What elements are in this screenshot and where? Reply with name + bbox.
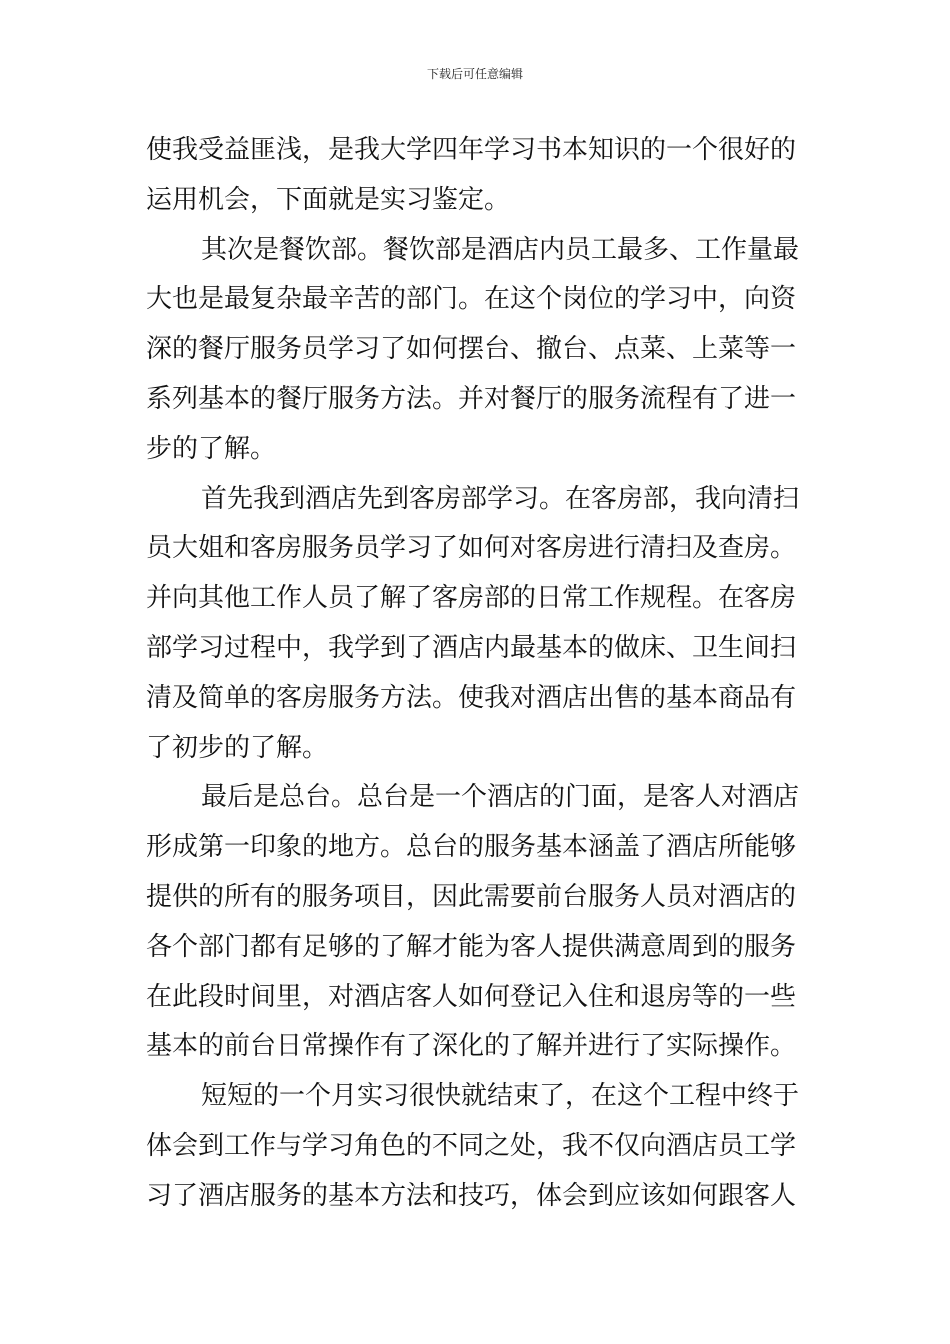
text-line: 部学习过程中，我学到了酒店内最基本的做床、卫生间扫 bbox=[146, 632, 797, 663]
text-line: 体会到工作与学习角色的不同之处，我不仅向酒店员工学 bbox=[146, 1130, 797, 1161]
text-line: 习了酒店服务的基本方法和技巧，体会到应该如何跟客人 bbox=[146, 1180, 797, 1211]
text-line: 使我受益匪浅，是我大学四年学习书本知识的一个很好的 bbox=[146, 135, 797, 165]
text-line: 基本的前台日常操作有了深化的了解并进行了实际操作。 bbox=[146, 1031, 797, 1062]
text-line: 形成第一印象的地方。总台的服务基本涵盖了酒店所能够 bbox=[146, 832, 797, 863]
paragraph-first-line: 最后是总台。总台是一个酒店的门面，是客人对酒店 bbox=[201, 782, 800, 813]
text-line: 提供的所有的服务项目，因此需要前台服务人员对酒店的 bbox=[146, 881, 797, 912]
text-line: 员大姐和客房服务员学习了如何对客房进行清扫及查房。 bbox=[146, 533, 797, 564]
paragraph-first-line: 短短的一个月实习很快就结束了，在这个工程中终于 bbox=[201, 1081, 800, 1112]
text-line: 各个部门都有足够的了解才能为客人提供满意周到的服务 bbox=[146, 931, 797, 962]
body-text bbox=[146, 126, 806, 1222]
page-header: 下载后可任意编辑 bbox=[426, 67, 523, 81]
text-line: 并向其他工作人员了解了客房部的日常工作规程。在客房 bbox=[146, 583, 797, 614]
text-line: 步的了解。 bbox=[146, 433, 277, 464]
text-line: 清及简单的客房服务方法。使我对酒店出售的基本商品有 bbox=[146, 682, 797, 713]
text-line: 在此段时间里，对酒店客人如何登记入住和退房等的一些 bbox=[146, 981, 797, 1012]
text-line: 系列基本的餐厅服务方法。并对餐厅的服务流程有了进一 bbox=[146, 383, 797, 414]
paragraph-first-line: 其次是餐饮部。餐饮部是酒店内员工最多、工作量最 bbox=[201, 234, 800, 265]
text-line: 深的餐厅服务员学习了如何摆台、撤台、点菜、上菜等一 bbox=[146, 334, 797, 365]
paragraph-first-line: 首先我到酒店先到客房部学习。在客房部，我向清扫 bbox=[201, 483, 800, 514]
text-line: 运用机会，下面就是实习鉴定。 bbox=[146, 184, 511, 215]
text-line: 大也是最复杂最辛苦的部门。在这个岗位的学习中，向资 bbox=[146, 284, 797, 315]
text-line: 了初步的了解。 bbox=[146, 732, 329, 763]
